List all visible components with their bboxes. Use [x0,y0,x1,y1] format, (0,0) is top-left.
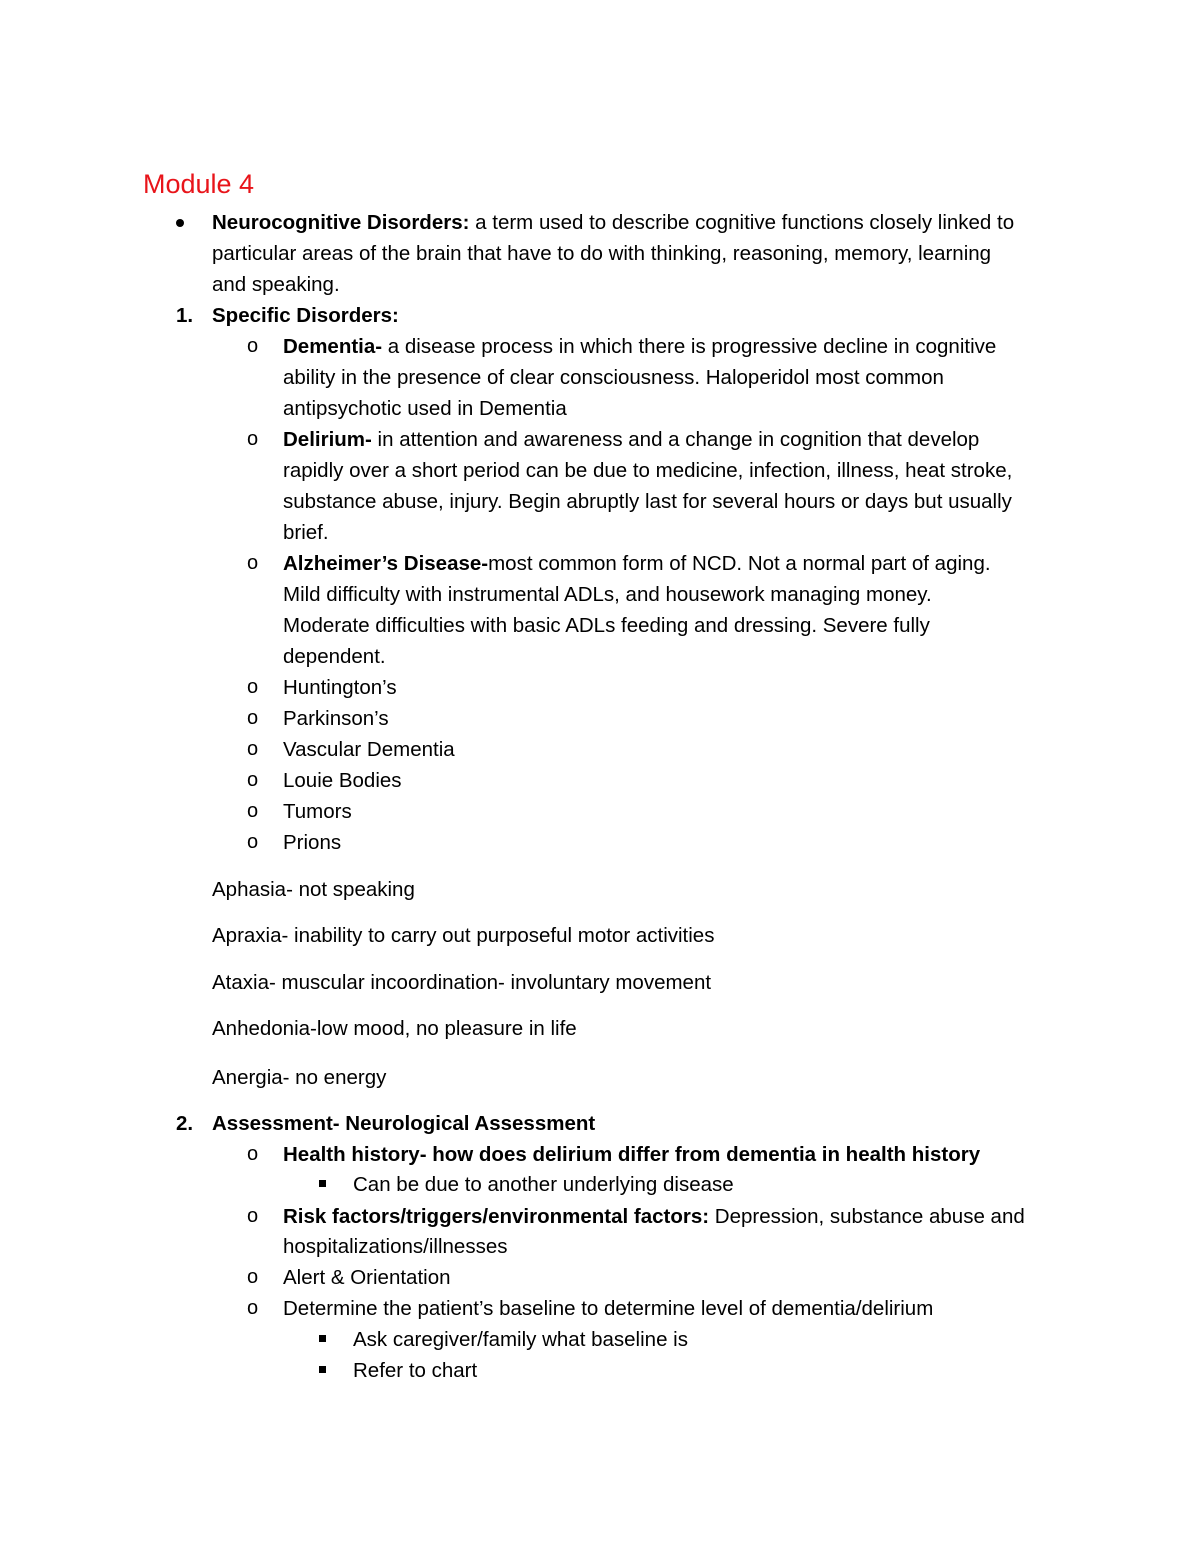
circle-bullet-icon: o [247,676,259,698]
delirium-line-4: brief. [283,521,329,544]
list-item: Vascular Dementia [283,738,455,761]
circle-bullet-icon: o [247,1297,259,1319]
list-item: Parkinson’s [283,707,389,730]
alzheimers-line-2: Mild difficulty with instrumental ADLs, and housework managing money. [283,583,932,606]
alert-orientation: Alert & Orientation [283,1266,451,1289]
definition-anergia: Anergia- no energy [212,1066,387,1089]
section-2-heading: Assessment- Neurological Assessment [212,1112,596,1135]
definition-ataxia: Ataxia- muscular incoordination- involuntary movement [212,971,712,994]
circle-bullet-icon: o [247,552,259,574]
list-item: Louie Bodies [283,769,402,792]
circle-bullet-icon: o [247,769,259,791]
circle-bullet-icon: o [247,738,259,760]
alzheimers-line-4: dependent. [283,645,386,668]
dementia-line-2: ability in the presence of clear consciousness. Haloperidol most common [283,366,944,389]
circle-bullet-icon: o [247,335,259,357]
intro-line-2: particular areas of the brain that have to do with thinking, reasoning, memory, learning [212,242,992,265]
bullet-icon [176,219,184,227]
definition-anhedonia: Anhedonia-low mood, no pleasure in life [212,1017,577,1040]
section-2-number: 2. [176,1112,194,1135]
square-bullet-icon [319,1366,326,1373]
delirium-line-1: Delirium- in attention and awareness and a change in cognition that develop [283,428,980,451]
definition-apraxia: Apraxia- inability to carry out purposeful motor activities [212,924,715,947]
section-1-heading: Specific Disorders: [212,304,399,327]
list-item: Tumors [283,800,352,823]
circle-bullet-icon: o [247,831,259,853]
delirium-line-2: rapidly over a short period can be due to medicine, infection, illness, heat stroke, [283,459,1013,482]
definition-aphasia: Aphasia- not speaking [212,878,415,901]
dementia-line-3: antipsychotic used in Dementia [283,397,567,420]
baseline-line: Determine the patient’s baseline to determine level of dementia/delirium [283,1297,934,1320]
baseline-sub: Ask caregiver/family what baseline is [353,1328,688,1351]
circle-bullet-icon: o [247,1143,259,1165]
health-history-sub: Can be due to another underlying disease [353,1173,734,1196]
alzheimers-line-3: Moderate difficulties with basic ADLs feeding and dressing. Severe fully [283,614,930,637]
intro-line-1: Neurocognitive Disorders: a term used to describe cognitive functions closely linked to [212,211,1015,234]
circle-bullet-icon: o [247,800,259,822]
circle-bullet-icon: o [247,707,259,729]
health-history-line: Health history- how does delirium differ from dementia in health history [283,1143,981,1166]
risk-factors-line-2: hospitalizations/illnesses [283,1235,508,1258]
intro-line-3: and speaking. [212,273,340,296]
list-item: Huntington’s [283,676,397,699]
section-1-number: 1. [176,304,194,327]
intro-term: Neurocognitive Disorders: [212,211,470,234]
circle-bullet-icon: o [247,1205,259,1227]
dementia-line-1: Dementia- a disease process in which there is progressive decline in cognitive [283,335,997,358]
baseline-sub: Refer to chart [353,1359,478,1382]
alzheimers-line-1: Alzheimer’s Disease-most common form of NCD. Not a normal part of aging. [283,552,991,575]
risk-factors-line-1: Risk factors/triggers/environmental factors: Depression, substance abuse and [283,1205,1025,1228]
page-title: Module 4 [143,169,255,199]
list-item: Prions [283,831,342,854]
square-bullet-icon [319,1335,326,1342]
square-bullet-icon [319,1180,326,1187]
delirium-line-3: substance abuse, injury. Begin abruptly last for several hours or days but usually [283,490,1012,513]
circle-bullet-icon: o [247,1266,259,1288]
circle-bullet-icon: o [247,428,259,450]
